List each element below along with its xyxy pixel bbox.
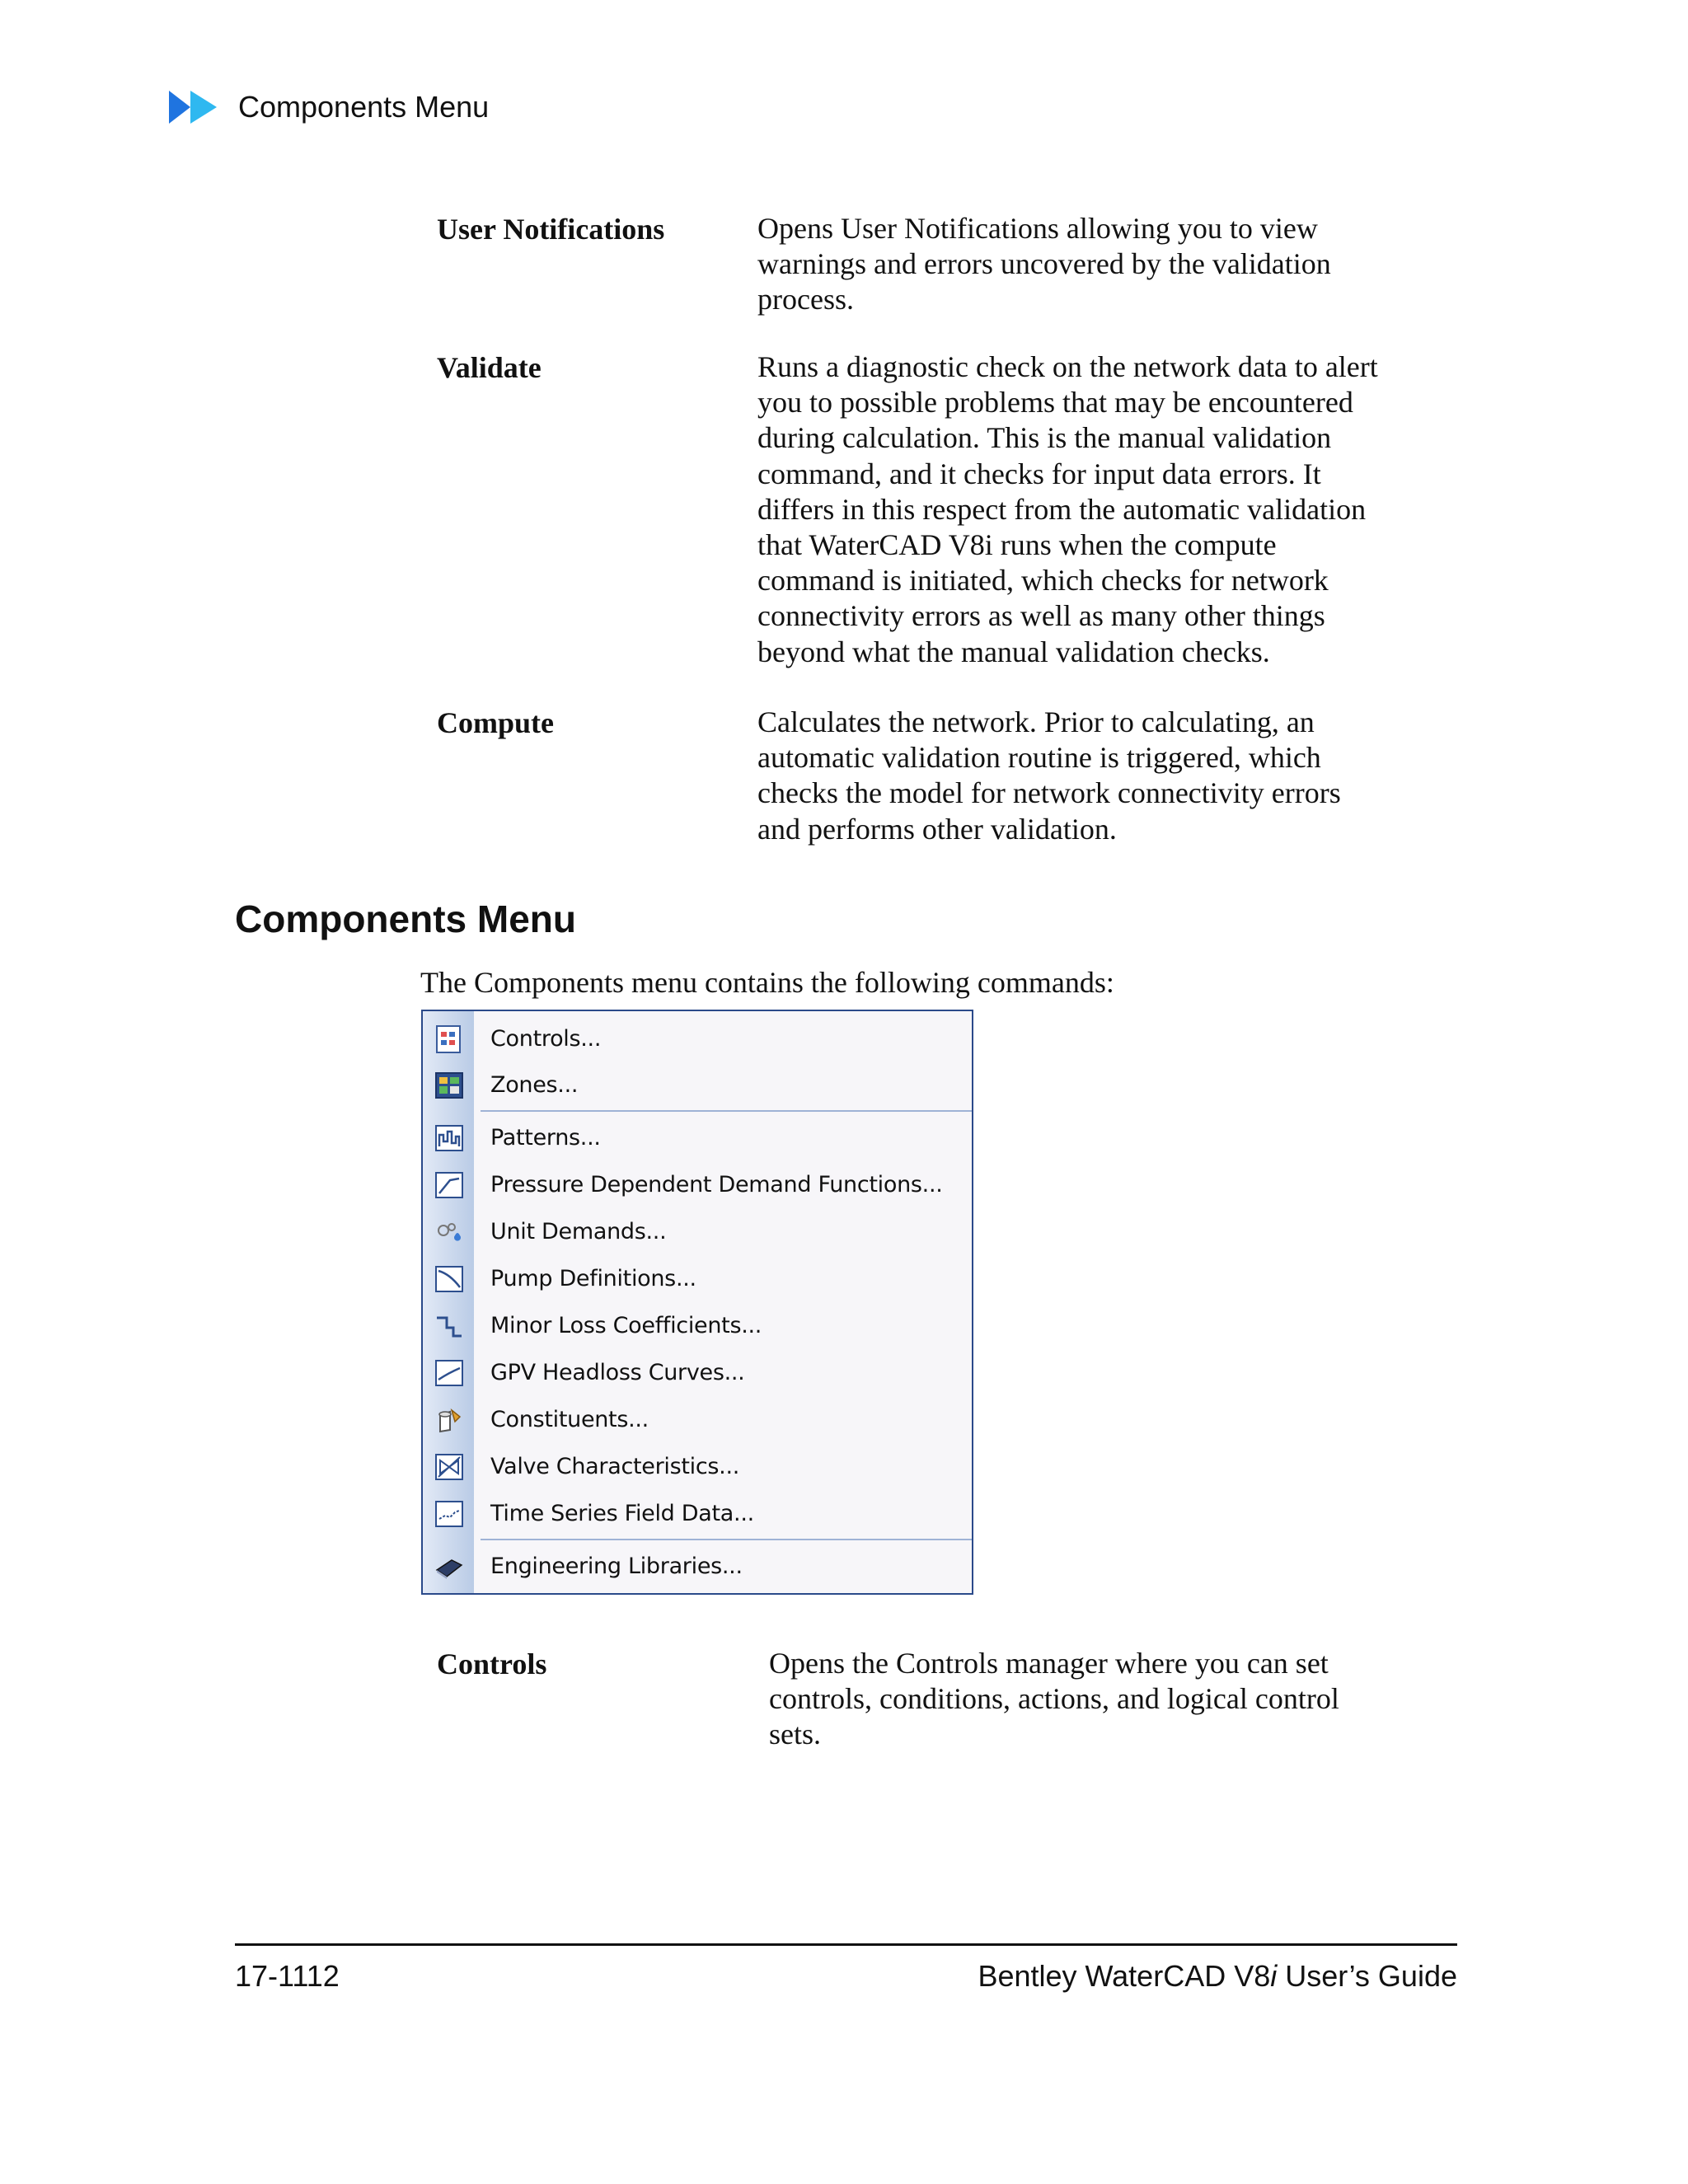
guide-title-prefix: Bentley WaterCAD V8	[978, 1959, 1271, 1993]
menu-item-unit-demands[interactable]	[423, 1209, 972, 1255]
menu-item-pump-definitions[interactable]	[423, 1256, 972, 1302]
section-heading: Components Menu	[235, 898, 576, 940]
definition-description: Calculates the network. Prior to calculating, an automatic validation routine is triggered, which checks the model for network connectivity errors and performs other validation.	[757, 705, 1341, 846]
patterns-icon	[434, 1123, 465, 1153]
menu-item-label: Pump Definitions...	[490, 1266, 696, 1291]
menu-item-patterns[interactable]	[423, 1115, 972, 1161]
menu-item-label: Pressure Dependent Demand Functions...	[490, 1172, 943, 1197]
menu-item-label: Time Series Field Data...	[490, 1501, 754, 1526]
valve-characteristics-icon	[434, 1452, 465, 1482]
guide-title-suffix: User’s Guide	[1277, 1959, 1457, 1993]
components-menu	[421, 1010, 973, 1595]
menu-item-valve-characteristics[interactable]	[423, 1444, 972, 1490]
footer-rule	[235, 1943, 1457, 1946]
guide-title-italic: i	[1270, 1959, 1278, 1993]
page-number: 17-1112	[235, 1959, 340, 1993]
double-arrow-icon	[169, 89, 220, 125]
menu-item-label: Minor Loss Coefficients...	[490, 1313, 762, 1338]
menu-separator	[481, 1110, 972, 1112]
minor-loss-icon	[434, 1311, 465, 1341]
gpv-headloss-icon	[434, 1358, 465, 1388]
unit-demands-icon	[434, 1217, 465, 1247]
definition-description: Opens the Controls manager where you can set controls, conditions, actions, and logical control sets.	[769, 1647, 1339, 1751]
menu-item-gpv-headloss-curves[interactable]	[423, 1350, 972, 1396]
pump-definitions-icon	[434, 1264, 465, 1294]
pdd-functions-icon	[434, 1170, 465, 1200]
menu-item-label: Patterns...	[490, 1125, 601, 1151]
definition-term: Validate	[437, 351, 542, 384]
engineering-libraries-icon	[434, 1552, 465, 1582]
menu-item-label: Constituents...	[490, 1407, 649, 1432]
guide-title	[978, 1958, 1457, 1994]
definition-description: Opens User Notifications allowing you to view warnings and errors uncovered by the validation process.	[757, 212, 1331, 316]
controls-icon	[434, 1024, 465, 1054]
menu-item-label: Unit Demands...	[490, 1219, 667, 1244]
definition-term: User Notifications	[437, 213, 665, 246]
menu-item-time-series-field-data[interactable]	[423, 1491, 972, 1537]
definition-term: Compute	[437, 706, 554, 739]
menu-item-minor-loss-coefficients[interactable]	[423, 1303, 972, 1349]
constituents-icon	[434, 1405, 465, 1435]
menu-item-controls[interactable]	[423, 1016, 972, 1062]
menu-item-label: GPV Headloss Curves...	[490, 1360, 745, 1385]
section-intro: The Components menu contains the following commands:	[420, 966, 1114, 999]
definition-description: Runs a diagnostic check on the network data to alert you to possible problems that may be encountered during calculation. This is the manual validation command, and it checks for input data errors. It differs in this respect from the automatic validation that WaterCAD V8i runs when the compute command is initiated, which checks for network connectivity errors as well as many other things beyond what the manual validation checks.	[757, 350, 1378, 668]
running-header	[169, 89, 489, 125]
time-series-icon	[434, 1499, 465, 1529]
menu-item-pressure-dependent-demand[interactable]	[423, 1162, 972, 1208]
menu-item-label: Valve Characteristics...	[490, 1454, 740, 1479]
menu-item-label: Zones...	[490, 1072, 579, 1098]
definition-term: Controls	[437, 1647, 547, 1680]
menu-item-engineering-libraries[interactable]	[423, 1544, 972, 1590]
menu-item-zones[interactable]	[423, 1062, 972, 1108]
menu-item-label: Controls...	[490, 1026, 602, 1052]
menu-item-constituents[interactable]	[423, 1397, 972, 1443]
menu-item-label: Engineering Libraries...	[490, 1554, 743, 1579]
menu-separator	[481, 1539, 972, 1540]
zones-icon	[434, 1071, 465, 1100]
running-header-title: Components Menu	[238, 90, 490, 124]
